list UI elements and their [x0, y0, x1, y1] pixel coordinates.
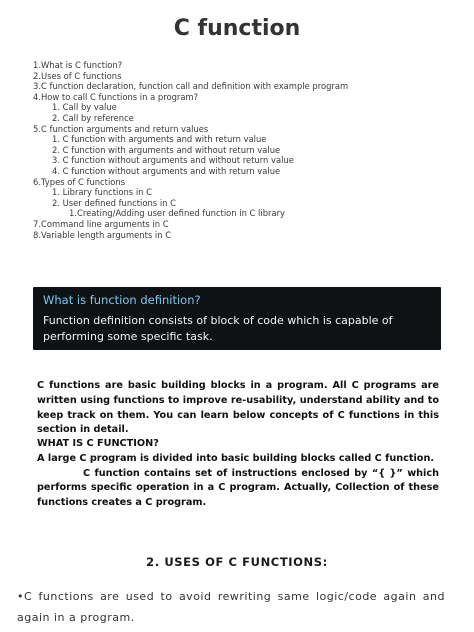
page-title: C function: [173, 16, 301, 41]
toc-item[interactable]: 4.How to call C functions in a program?: [33, 91, 199, 102]
toc-item[interactable]: 7.Command line arguments in C: [33, 218, 169, 229]
toc-item[interactable]: 2. Call by reference: [52, 112, 134, 123]
banner-body: Function definition consists of block of code which is capable of performing some specific task.: [43, 314, 393, 343]
toc-item[interactable]: 8.Variable length arguments in C: [33, 229, 172, 240]
what-is-line-1: A large C program is divided into basic building blocks called C function.: [37, 452, 435, 464]
toc-item[interactable]: 1. Library functions in C: [52, 187, 152, 198]
definition-banner: [33, 287, 441, 350]
toc-item[interactable]: 1. C function with arguments and with return value: [52, 134, 267, 145]
toc-item[interactable]: 2. C function with arguments and without return value: [52, 144, 281, 155]
toc-item[interactable]: 5.C function arguments and return values: [33, 123, 209, 134]
banner-heading: What is function definition?: [43, 293, 201, 307]
what-is-section: [37, 437, 439, 511]
intro-paragraph: C functions are basic building blocks in a program. All C programs are written using functions to improve re-usability, understand ability and to keep track on them. You can learn below concepts of C functions in this section in detail.: [37, 380, 439, 436]
uses-bullet-item: •C functions are used to avoid rewriting same logic/code again and again in a program.: [17, 590, 445, 624]
section-heading-uses: 2. USES OF C FUNCTIONS:: [146, 555, 328, 569]
toc-item[interactable]: 6.Types of C functions: [33, 176, 126, 187]
toc-item[interactable]: 4. C function without arguments and with return value: [52, 165, 281, 176]
toc-item[interactable]: 1. Call by value: [52, 102, 117, 113]
what-is-heading: WHAT IS C FUNCTION?: [37, 438, 159, 449]
toc-item[interactable]: 2.Uses of C functions: [33, 70, 122, 81]
toc-item[interactable]: 3. C function without arguments and without return value: [52, 155, 294, 166]
toc-item[interactable]: 3.C function declaration, function call and definition with example program: [33, 81, 349, 92]
toc-item[interactable]: 1.Creating/Adding user defined function in C library: [69, 208, 286, 219]
toc-item[interactable]: 2. User defined functions in C: [52, 197, 176, 208]
toc-item[interactable]: 1.What is C function?: [33, 60, 123, 70]
what-is-line-2: [37, 467, 439, 511]
what-is-line-2-text: C function contains set of instructions enclosed by “{ }” which performs specific operation in a C program. Actually, Collection of these functions creates a C program.: [37, 467, 439, 509]
table-of-contents: [33, 60, 453, 240]
